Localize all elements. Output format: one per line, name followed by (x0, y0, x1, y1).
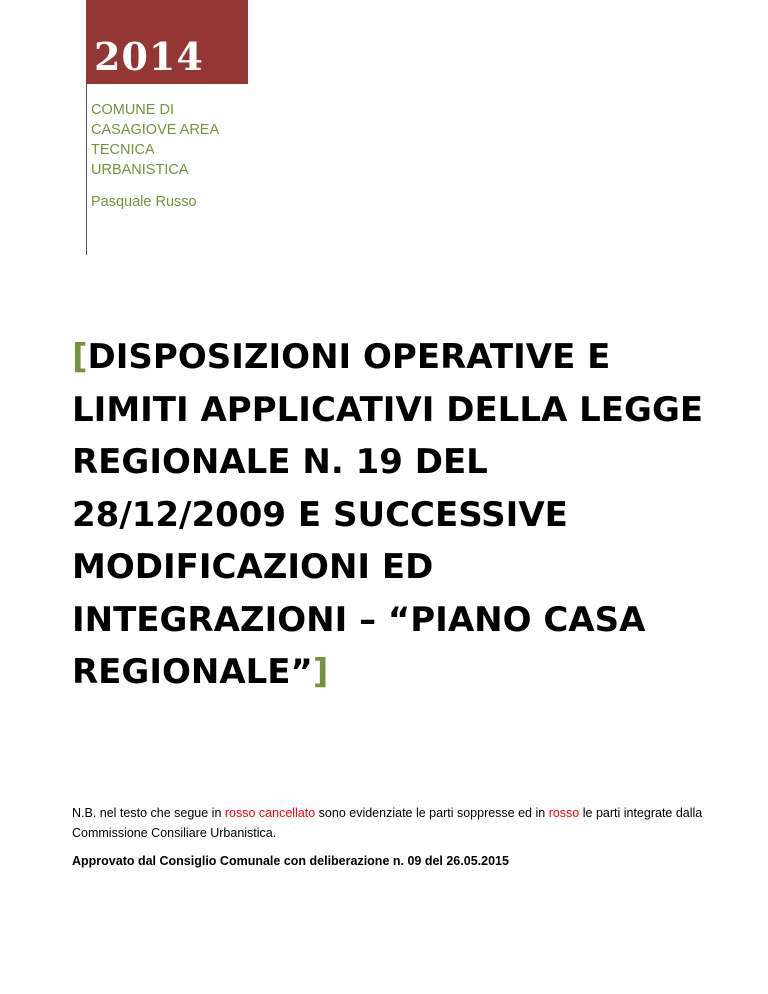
approval-statement: Approvato dal Consiglio Comunale con deliberazione n. 09 del 26.05.2015 (72, 854, 509, 868)
author-name: Pasquale Russo (91, 194, 197, 210)
cover-info (91, 100, 241, 212)
note-red: rosso (548, 806, 580, 820)
note-text-3: le parti integrate dalla Commissione Consiliare Urbanistica. (72, 806, 703, 840)
note-text-2: sono evidenziate le parti soppresse ed in (315, 806, 549, 820)
document-title (72, 331, 712, 699)
title-close-bracket: ] (312, 652, 329, 692)
year-label: 2014 (94, 34, 204, 79)
editorial-note (72, 803, 712, 843)
organization-name: COMUNE DI CASAGIOVE AREA TECNICA URBANISTICA (91, 102, 219, 178)
title-text: DISPOSIZIONI OPERATIVE E LIMITI APPLICATIVI DELLA LEGGE REGIONALE N. 19 DEL 28/12/2009 E SUCCESSIVE MODIFICAZIONI ED INTEGRAZIONI – “PIANO CASA REGIONALE” (72, 337, 704, 692)
year-banner (86, 0, 248, 84)
note-text-1: N.B. nel testo che segue in (72, 806, 225, 820)
note-red-struck: rosso cancellato (224, 806, 316, 820)
title-open-bracket: [ (72, 337, 88, 377)
